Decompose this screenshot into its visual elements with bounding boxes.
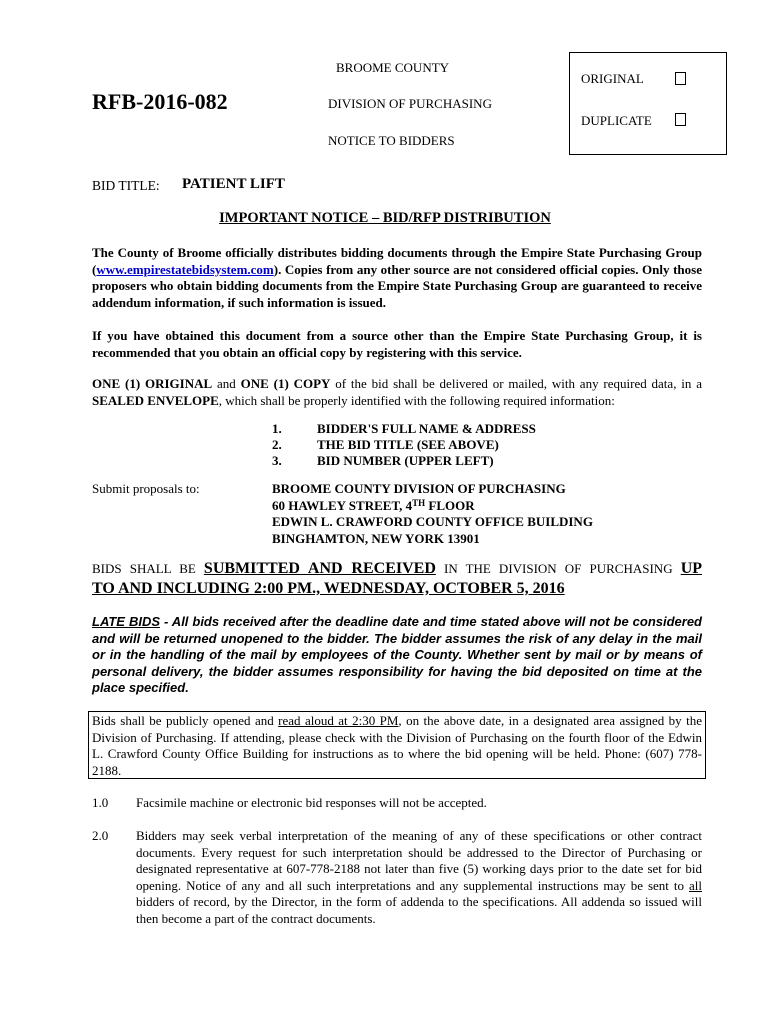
county-name: BROOME COUNTY [336, 60, 450, 75]
address-line-2 [272, 498, 593, 515]
para1-text-b: ). Copies from any other source are not considered official copies. Only those proposers who obtain bidding documents from the Empire State Purchasing Group are guaranteed to receive addendum information, if such information is issued. [92, 261, 702, 310]
para3-text-b: , which shall be properly identified with the following required information: [218, 392, 615, 408]
floor-superscript: TH [412, 497, 426, 508]
original-checkbox[interactable] [675, 72, 686, 85]
list-item-text: BID NUMBER (UPPER LEFT) [317, 453, 494, 468]
one-original: ONE (1) ORIGINAL [92, 376, 213, 391]
list-item-number: 2. [272, 437, 282, 452]
deadline-text-a: BIDS SHALL BE [92, 561, 204, 576]
read-aloud-time: read aloud at 2:30 PM [278, 713, 399, 728]
address-line-3: EDWIN L. CRAWFORD COUNTY OFFICE BUILDING [272, 514, 593, 529]
opening-text-a: Bids shall be publicly opened and [92, 713, 279, 728]
para3-and: and [212, 376, 241, 391]
item-text: Facsimile machine or electronic bid responses will not be accepted. [136, 795, 487, 810]
notice-heading: IMPORTANT NOTICE – BID/RFP DISTRIBUTION [219, 210, 551, 226]
list-item [272, 421, 536, 437]
bid-title-value: PATIENT LIFT [182, 176, 285, 192]
item2-text-a: Bidders may seek verbal interpretation of the meaning of any of these specifications or other contract documents. Every request for such interpretation should be addressed to the Director of Purchasing or designated representative at 607-778-2188 not later than five (5) working days prior to the date set for bid opening. Notice of any and all such interpretations and any supplemental instructions may be sent to [136, 828, 702, 893]
notice-title: NOTICE TO BIDDERS [328, 133, 455, 148]
list-item-number: 1. [272, 421, 282, 436]
late-bids-paragraph [92, 614, 702, 697]
submit-address [272, 481, 593, 547]
duplicate-label: DUPLICATE [581, 113, 652, 128]
item2-text-b: bidders of record, by the Director, in the form of addenda to the specifications. All addenda so issued will then become a part of the contract documents. [136, 894, 702, 926]
required-info-list [272, 421, 536, 469]
address-line-4: BINGHAMTON, NEW YORK 13901 [272, 530, 480, 546]
submit-label: Submit proposals to: [92, 481, 200, 496]
list-item-text: BIDDER'S FULL NAME & ADDRESS [317, 421, 536, 436]
para3-text-a: of the bid shall be delivered or mailed, with any required data, in a [330, 376, 702, 391]
list-item-text: THE BID TITLE (SEE ABOVE) [317, 437, 499, 452]
late-bids-label: LATE BIDS [92, 614, 161, 629]
list-item [272, 437, 536, 453]
sealed-envelope: SEALED ENVELOPE [92, 392, 219, 408]
submitted-received: SUBMITTED AND RECEIVED [203, 560, 436, 577]
item-number: 2.0 [92, 828, 109, 843]
deadline-date: TO AND INCLUDING 2:00 PM., WEDNESDAY, OCTOBER 5, 2016 [92, 580, 565, 597]
opening-text-b: , on the above date, in a designated area assigned by the Division of Purchasing. If attending, please check with the Division of Purchasing on the fourth floor of the Edwin L. Crawford County Office Building for instructions as to where the bid opening will be held. Phone: (607) 778-2188. [92, 713, 702, 778]
empire-state-link[interactable]: www.empirestatebidsystem.com [96, 261, 274, 277]
address-street: 60 HAWLEY STREET, 4 [272, 497, 413, 513]
bid-opening-box [88, 711, 706, 779]
division-name: DIVISION OF PURCHASING [328, 96, 492, 111]
rfb-number: RFB-2016-082 [92, 89, 228, 114]
address-line-1: BROOME COUNTY DIVISION OF PURCHASING [272, 481, 566, 496]
item-text [136, 828, 702, 927]
list-item [272, 453, 536, 469]
list-item-number: 3. [272, 453, 282, 468]
deadline-line-1: BIDS SHALL BE SUBMITTED AND RECEIVED IN THE DIVISION OF PURCHASING UP [92, 560, 703, 577]
item2-all: all [689, 877, 702, 893]
item-number: 1.0 [92, 795, 109, 810]
address-floor: FLOOR [425, 497, 475, 513]
duplicate-checkbox[interactable] [675, 113, 686, 126]
bid-title-label: BID TITLE: [92, 178, 160, 193]
registration-paragraph: If you have obtained this document from a source other than the Empire State Purchasing Group, it is recommended that you obtain an official copy by registering with this service. [92, 328, 702, 360]
para1-text-a: The County of Broome officially distributes bidding documents through the Empire State Purchasing Group ( [92, 245, 702, 277]
original-label: ORIGINAL [581, 71, 644, 86]
sealed-envelope-paragraph [92, 376, 702, 409]
distribution-paragraph [92, 245, 702, 311]
one-copy: ONE (1) COPY [240, 376, 331, 391]
copy-type-box [569, 52, 727, 155]
deadline-text-b: IN THE DIVISION OF PURCHASING [435, 561, 681, 576]
late-bids-text: - All bids received after the deadline date and time stated above will not be considered and will be returned unopened to the bidder. The bidder assumes the risk of any delay in the mail or in the handling of the mail by employees of the County. Whether sent by mail or by means of personal delivery, the bidder assumes responsibility for having the bid deposited on time at the place specified. [92, 614, 702, 695]
